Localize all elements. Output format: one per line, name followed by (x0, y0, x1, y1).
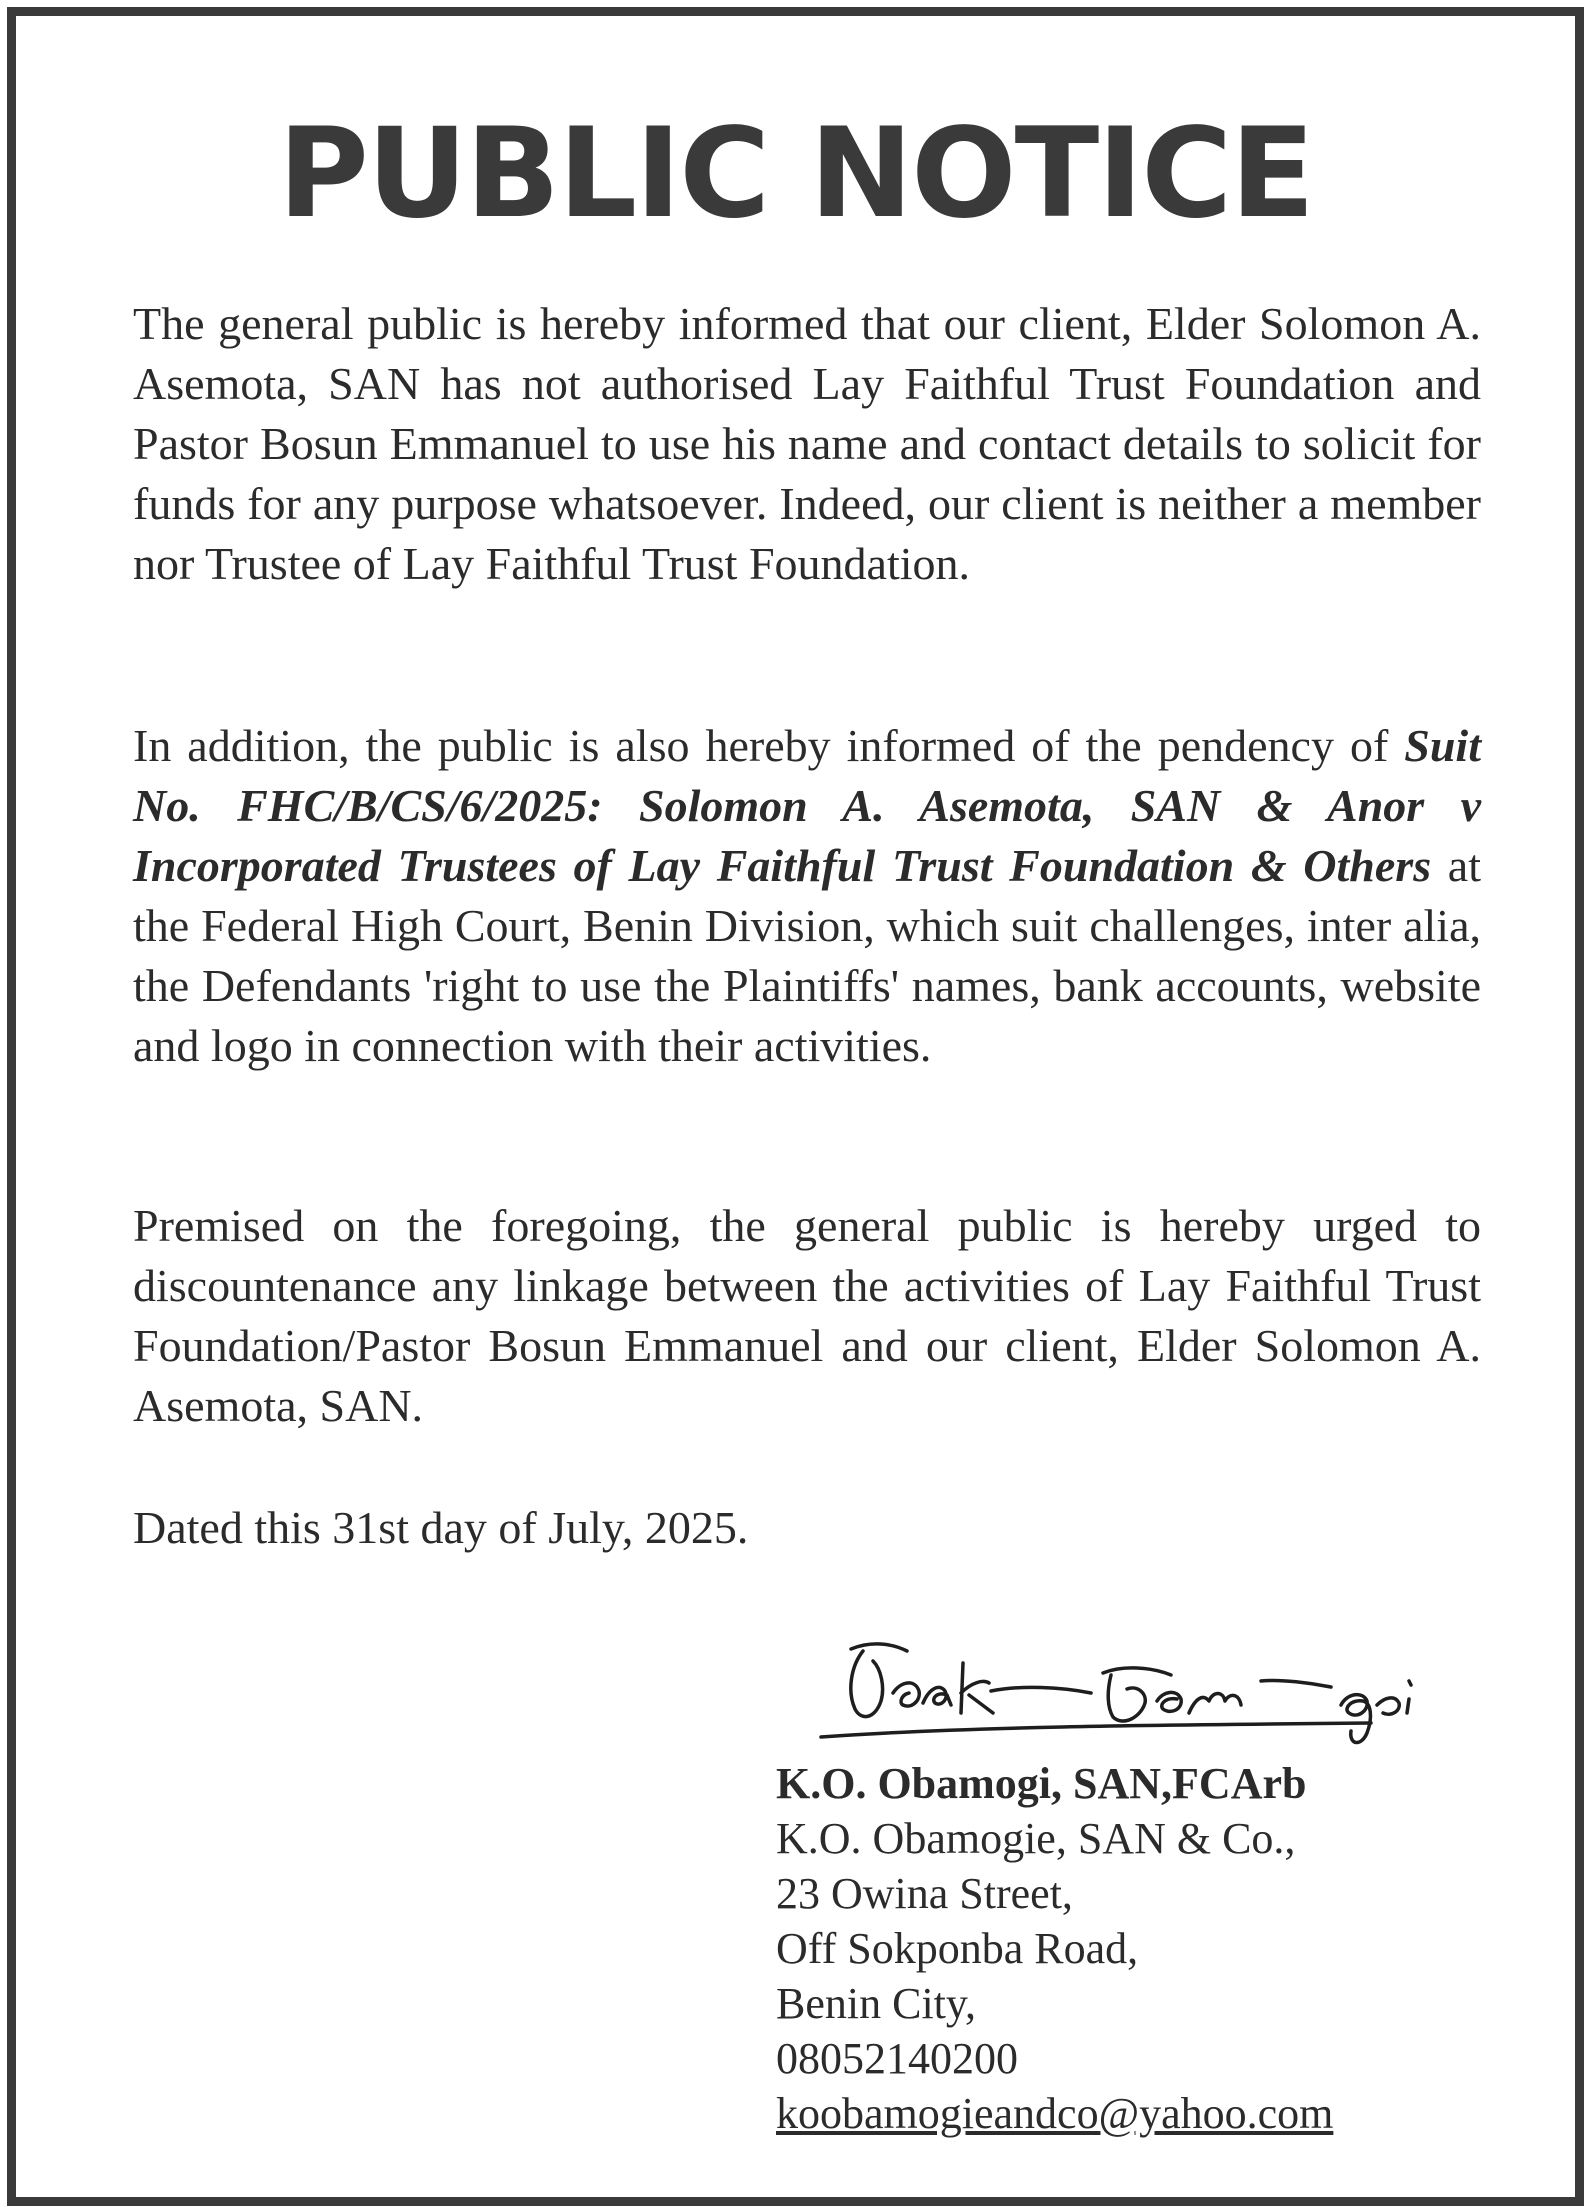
suit-citation: Suit No. FHC/B/CS/6/2025: Solomon A. Asemota, SAN & Anor v Incorporated Trustees of Lay Faithful Trust Foundation & Others (133, 720, 1481, 891)
signatory-phone: 08052140200 (776, 2034, 1018, 2083)
paragraph-suit-details: at the Federal High Court, Benin Division, which suit challenges, inter alia, the Defendants 'right to use the Plaintiffs' names, bank accounts, website and logo in connection with their activities. (133, 840, 1482, 1071)
notice-title: PUBLIC NOTICE (277, 102, 1314, 246)
paragraph-urge: Premised on the foregoing, the general public is hereby urged to discountenance any linkage between the activities of Lay Faithful Trust Foundation/Pastor Bosun Emmanuel and our client, Elder Solomon A. Asemota, SAN. (133, 1200, 1481, 1431)
signatory-email[interactable]: koobamogieandco@yahoo.com (776, 2089, 1334, 2138)
signature-block (776, 1756, 1333, 2141)
paragraph-suit-intro: In addition, the public is also hereby informed of the pendency of (133, 720, 1405, 771)
notice-frame (7, 7, 1584, 2206)
date-line: Dated this 31st day of July, 2025. (133, 1502, 749, 1553)
signatory-address-line1: 23 Owina Street, (776, 1869, 1073, 1918)
signatory-firm: K.O. Obamogie, SAN & Co., (776, 1814, 1296, 1863)
paragraph-suit (133, 716, 1481, 1076)
signatory-name: K.O. Obamogi, SAN,FCArb (776, 1759, 1307, 1808)
signatory-city: Benin City, (776, 1979, 977, 2028)
handwritten-signature (811, 1621, 1471, 1761)
signatory-address-line2: Off Sokponba Road, (776, 1924, 1139, 1973)
paragraph-authorisation: The general public is hereby informed that our client, Elder Solomon A. Asemota, SAN has not authorised Lay Faithful Trust Foundation and Pastor Bosun Emmanuel to use his name and contact details to solicit for funds for any purpose whatsoever. Indeed, our client is neither a member nor Trustee of Lay Faithful Trust Foundation. (133, 298, 1481, 589)
